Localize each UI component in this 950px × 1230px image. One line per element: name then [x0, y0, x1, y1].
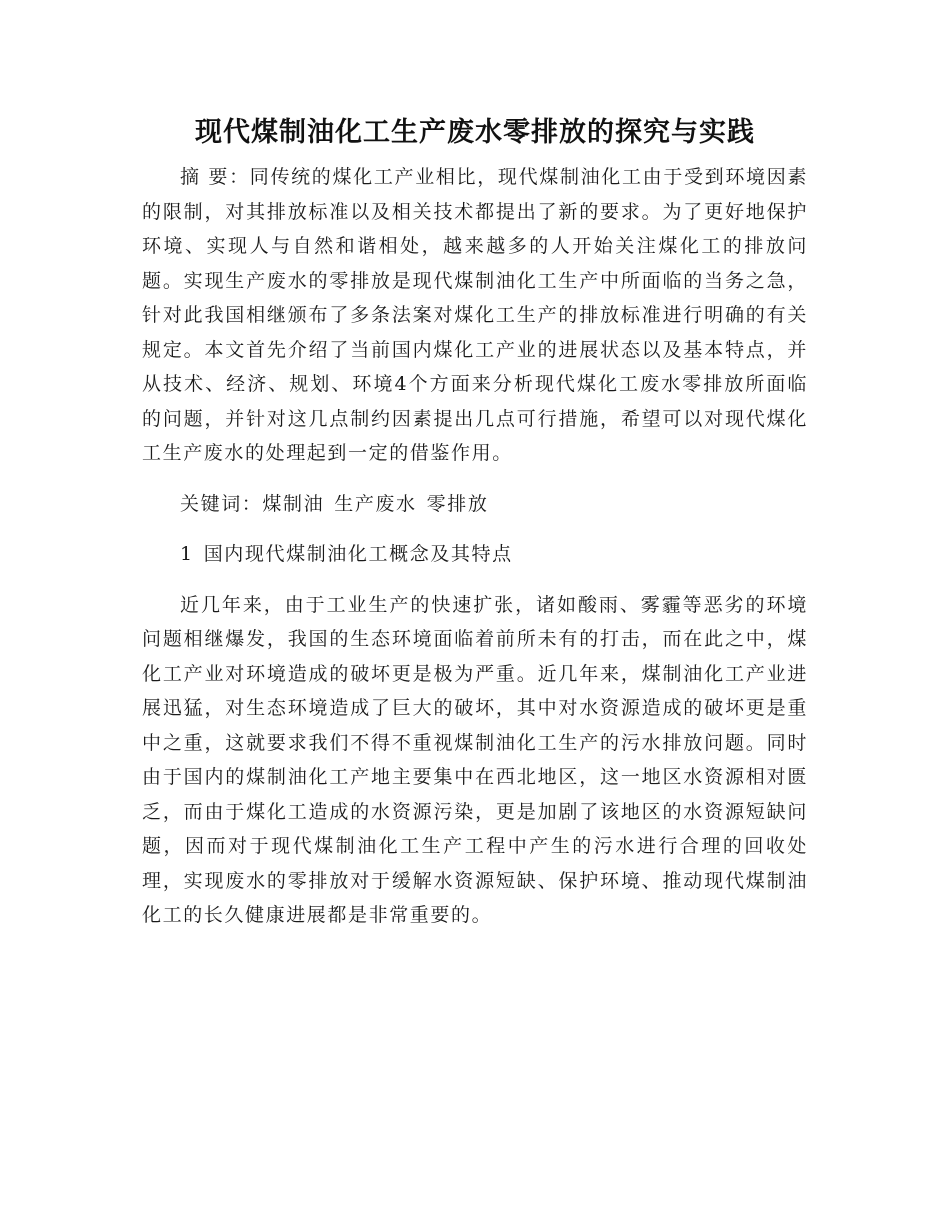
section-number: 1	[180, 543, 194, 565]
keyword-term: 煤制油	[262, 492, 325, 515]
section-heading	[142, 537, 808, 572]
keyword-term: 生产废水	[334, 492, 417, 515]
section-paragraph: 近几年来，由于工业生产的快速扩张，诸如酸雨、雾霾等恶劣的环境问题相继爆发，我国的生态环境面临着前所未有的打击，而在此之中，煤化工产业对环境造成的破坏更是极为严重。近几年来，煤制油化工产业进展迅猛，对生态环境造成了巨大的破坏，其中对水资源造成的破坏更是重中之重，这就要求我们不得不重视煤制油化工生产的污水排放问题。同时由于国内的煤制油化工产地主要集中在西北地区，这一地区水资源相对匮乏，而由于煤化工造成的水资源污染，更是加剧了该地区的水资源短缺问题，因而对于现代煤制油化工生产工程中产生的污水进行合理的回收处理，实现废水的零排放对于缓解水资源短缺、保护环境、推动现代煤制油化工的长久健康进展都是非常重要的。	[142, 593, 808, 926]
keyword-term: 零排放	[426, 492, 489, 515]
abstract-paragraph	[142, 160, 808, 471]
abstract-label: 摘 要：	[180, 166, 250, 188]
keywords-line	[142, 487, 808, 522]
keywords-label: 关键词：	[180, 492, 263, 515]
section-title: 国内现代煤制油化工概念及其特点	[203, 543, 513, 565]
document-body	[142, 112, 808, 933]
document-title: 现代煤制油化工生产废水零排放的探究与实践	[195, 117, 755, 148]
abstract-text: 同传统的煤化工产业相比，现代煤制油化工由于受到环境因素的限制，对其排放标准以及相关技术都提出了新的要求。为了更好地保护环境、实现人与自然和谐相处，越来越多的人开始关注煤化工的排放问题。实现生产废水的零排放是现代煤制油化工生产中所面临的当务之急，针对此我国相继颁布了多条法案对煤化工生产的排放标准进行明确的有关规定。本文首先介绍了当前国内煤化工产业的进展状态以及基本特点，并从技术、经济、规划、环境4个方面来分析现代煤化工废水零排放所面临的问题，并针对这几点制约因素提出几点可行措施，希望可以对现代煤化工生产废水的处理起到一定的借鉴作用。	[142, 166, 808, 464]
